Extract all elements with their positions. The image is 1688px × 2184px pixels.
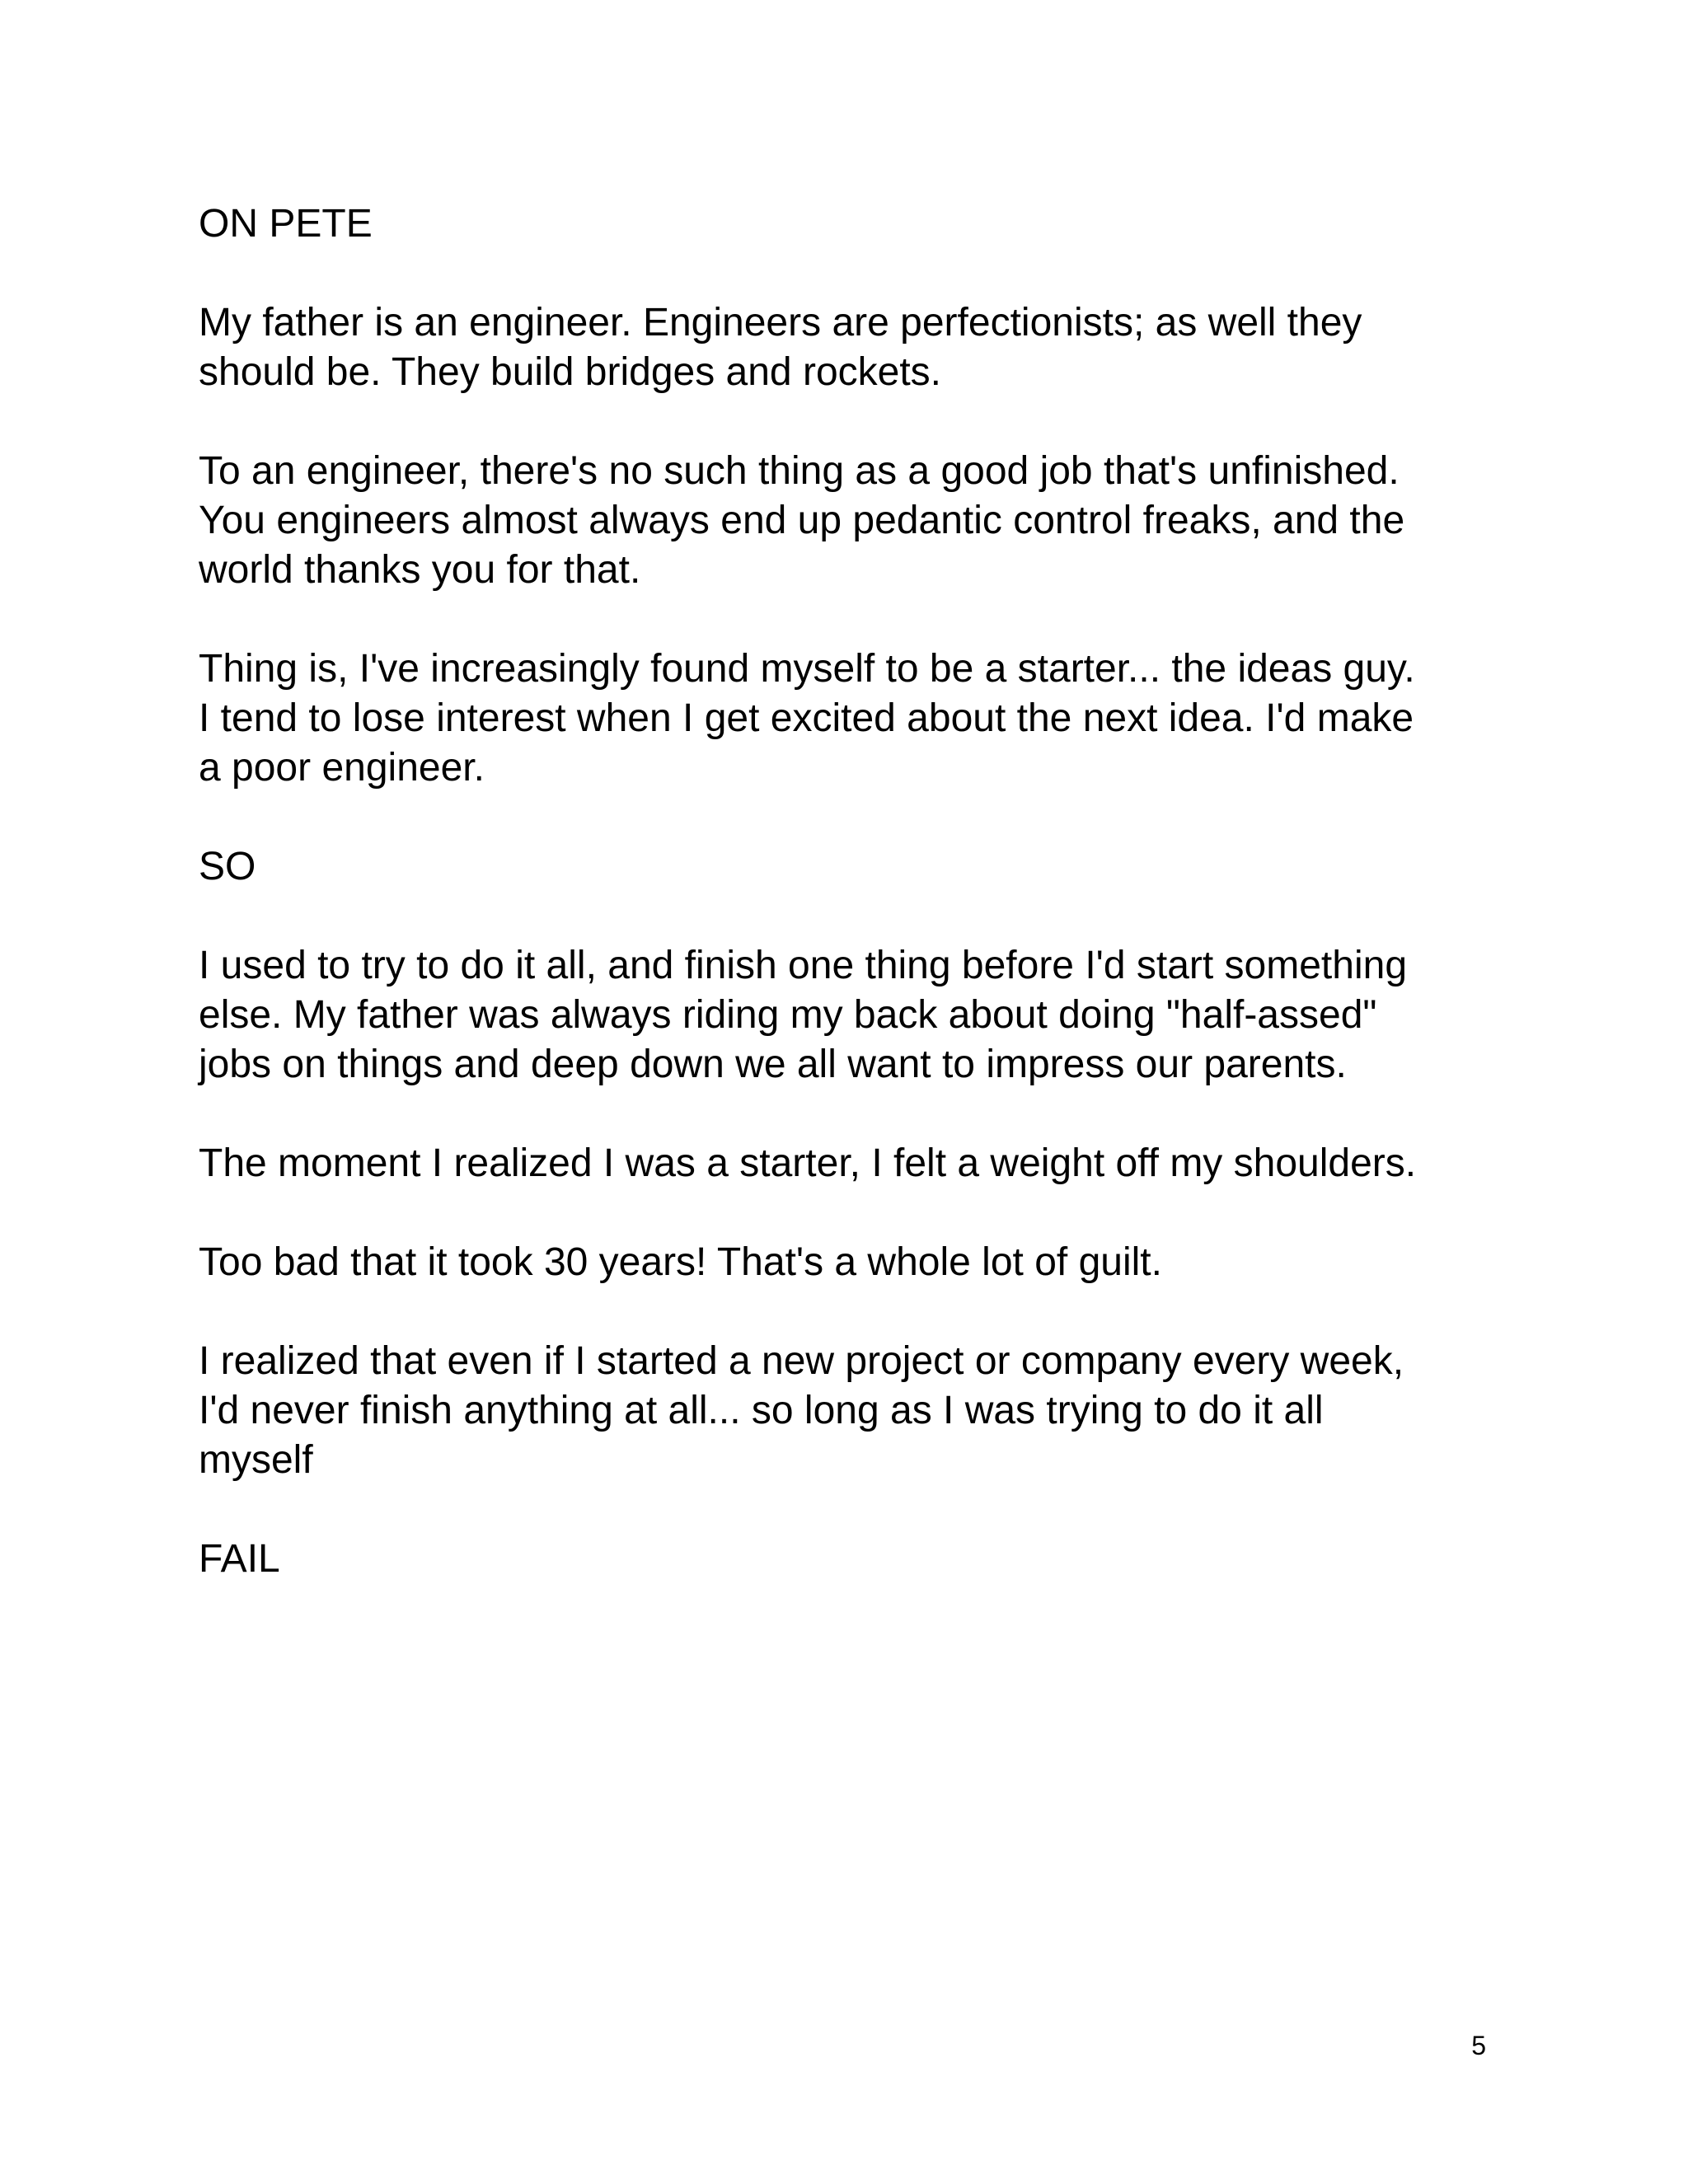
body-text: [199, 199, 1534, 1633]
section-heading: ON PETE: [199, 202, 373, 246]
page-number: 5: [1471, 2031, 1486, 2060]
paragraph: I realized that even if I started a new project or company every week, I'd never finish anything at all... so long as I was trying to do it all myself: [199, 1339, 1404, 1482]
paragraph: My father is an engineer. Engineers are perfectionists; as well they should be. They build bridges and rockets.: [199, 301, 1362, 394]
paragraph: I used to try to do it all, and finish one thing before I'd start something else. My father was always riding my back about doing "half-assed" jobs on things and deep down we all want to impress our parents.: [199, 944, 1408, 1086]
section-heading: FAIL: [199, 1537, 280, 1581]
paragraph: Too bad that it took 30 years! That's a whole lot of guilt.: [199, 1240, 1162, 1284]
paragraph: Thing is, I've increasingly found myself to be a starter... the ideas guy. I tend to lose interest when I get excited about the next idea. I'd make a poor engineer.: [199, 647, 1415, 790]
paragraph: The moment I realized I was a starter, I felt a weight off my shoulders.: [199, 1141, 1417, 1185]
section-heading: SO: [199, 845, 256, 888]
paragraph: To an engineer, there's no such thing as a good job that's unfinished. You engineers almost always end up pedantic control freaks, and the world thanks you for that.: [199, 449, 1405, 592]
